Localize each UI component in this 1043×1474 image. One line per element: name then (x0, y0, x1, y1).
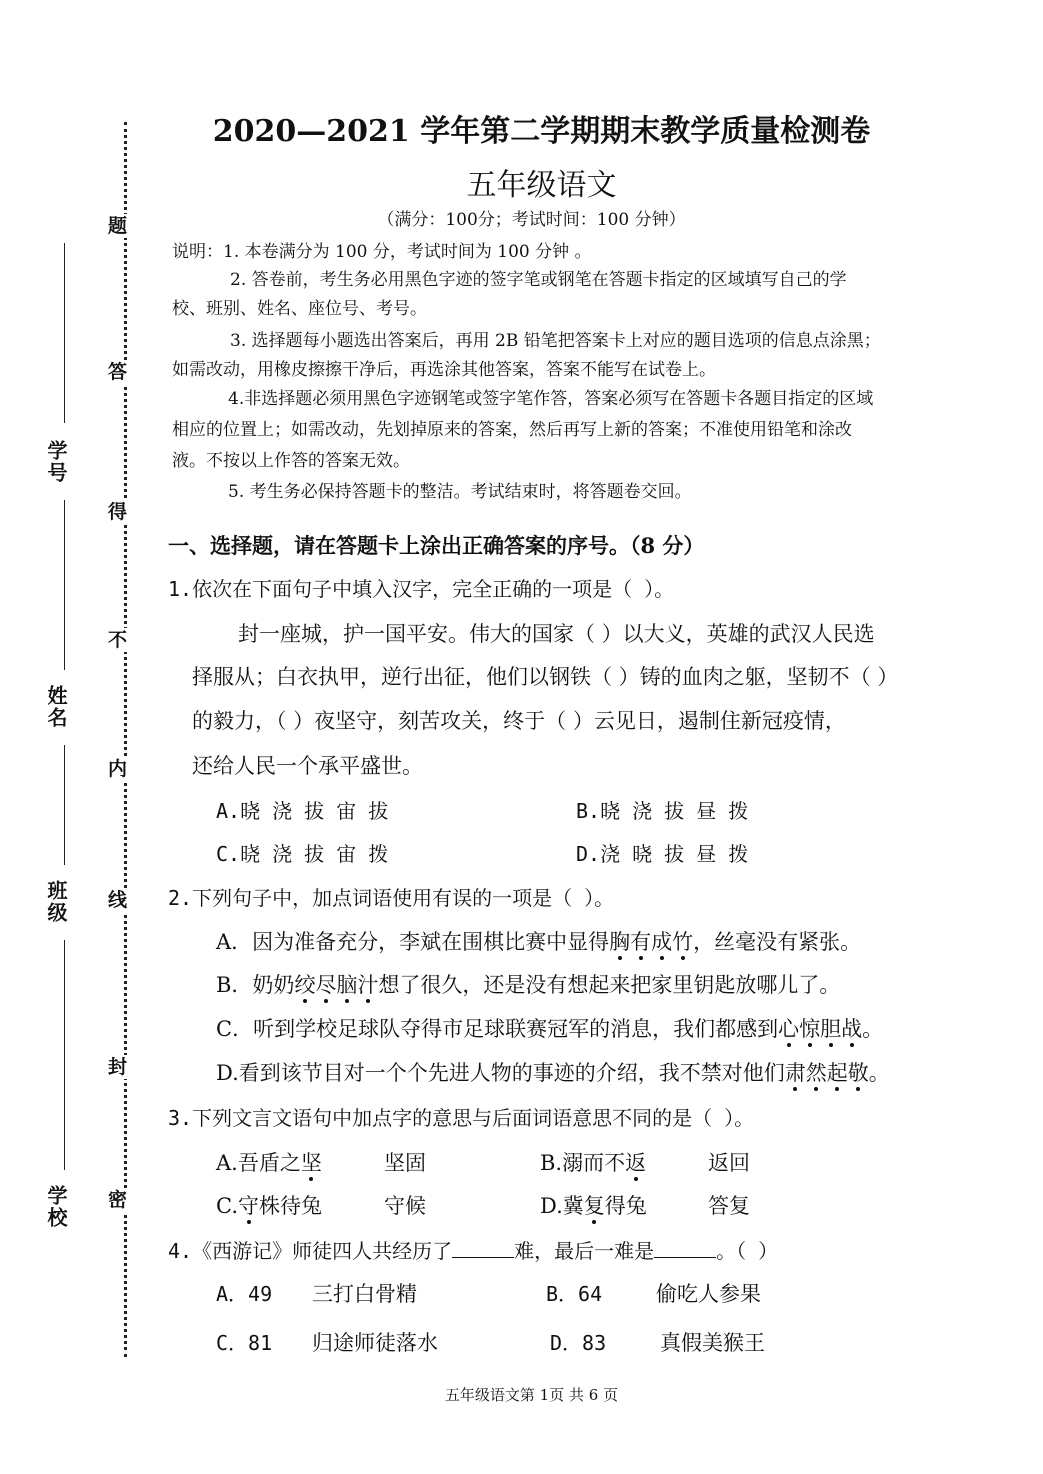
question-3-option-b-word: 返回 (708, 1151, 750, 1175)
question-1-passage-line: 的毅力，（ ）夜坚守，刻苦攻关，终于（ ）云见日，遏制住新冠疫情， (192, 709, 846, 733)
emphasis-dot-char: 绞 (294, 973, 316, 997)
seal-char-nei: 内 (108, 758, 128, 780)
question-1-stem: 1.依次在下面句子中填入汉字，完全正确的一项是（ ）。 (168, 577, 675, 601)
question-2-stem: 2.下列句子中，加点词语使用有误的一项是（ ）。 (168, 886, 615, 910)
question-4-option-c-label: C．81 (216, 1331, 273, 1355)
question-3-option-c-word: 守候 (384, 1194, 426, 1218)
question-1-passage-line: 还给人民一个承平盛世。 (192, 754, 423, 778)
dotted-char (584, 1194, 605, 1218)
seal-char-feng: 封 (108, 1056, 128, 1078)
emphasis-dot-char: 敬 (847, 1061, 869, 1085)
emphasis-dot-char: 汁 (357, 973, 379, 997)
question-2-option-d: D.看到该节目对一个个先进人物的事迹的介绍，我不禁对他们肃然起敬。 (216, 1061, 890, 1085)
instruction-line: 校、班别、姓名、座位号、考号。 (172, 299, 427, 319)
emphasis-dot-char: 战 (841, 1017, 863, 1041)
class-blank (64, 940, 65, 1170)
name-label: 姓名 (44, 685, 68, 729)
binding-dotted-line (124, 122, 127, 1357)
question-1-option-d: D.浇 晓 拔 昼 拨 (576, 842, 749, 866)
question-3-option-d-word: 答复 (708, 1194, 750, 1218)
dotted-char (625, 1151, 646, 1175)
name-blank (64, 500, 65, 670)
question-4-option-d-text: 真假美猴王 (660, 1331, 765, 1355)
dotted-phrase (778, 1017, 862, 1041)
instruction-line: 2. 答卷前，考生务必用黑色字迹的签字笔或钢笔在答题卡指定的区域填写自己的学 (230, 270, 847, 290)
instruction-line: 4.非选择题必须用黑色字迹钢笔或签字笔作答，答案必须写在答题卡各题目指定的区域 (228, 389, 874, 409)
question-1-option-a: A.晓 浇 拔 宙 拔 (216, 799, 389, 823)
seal-char-da: 答 (108, 361, 128, 383)
question-4-option-d-label: D．83 (550, 1331, 607, 1355)
instruction-line: 3. 选择题每小题选出答案后，再用 2B 铅笔把答案卡上对应的题目选项的信息点涂黑； (230, 331, 881, 351)
answer-blank (654, 1239, 716, 1258)
question-1-passage-line: 封一座城，护一国平安。伟大的国家（ ）以大义，英雄的武汉人民选 (238, 622, 875, 646)
dotted-phrase (609, 930, 693, 954)
emphasis-dot-char: 肃 (784, 1061, 806, 1085)
emphasis-dot-char: 返 (625, 1151, 647, 1175)
question-3-option-d: D.冀复得兔 (540, 1194, 647, 1218)
instruction-line: 相应的位置上；如需改动，先划掉原来的答案，然后再写上新的答案；不准使用铅笔和涂改 (172, 420, 852, 440)
emphasis-dot-char: 然 (805, 1061, 827, 1085)
question-4-stem: 4.《西游记》师徒四人共经历了 难，最后一难是 。（ ） (168, 1239, 779, 1263)
instruction-line: 液。不按以上作答的答案无效。 (172, 451, 410, 471)
answer-blank (452, 1239, 514, 1258)
student-id-label: 学号 (44, 440, 68, 484)
question-3-option-a-word: 坚固 (384, 1151, 426, 1175)
seal-char-bu: 不 (108, 629, 128, 651)
question-3-option-b: B.溺而不返 (540, 1151, 647, 1175)
name-blank-lower (64, 745, 65, 865)
emphasis-dot-char: 脑 (336, 973, 358, 997)
emphasis-dot-char: 胸 (609, 930, 631, 954)
seal-char-mi: 密 (108, 1189, 128, 1211)
question-2-option-a: A．因为准备充分，李斌在围棋比赛中显得胸有成竹，丝毫没有紧张。 (216, 930, 862, 954)
emphasis-dot-char: 成 (651, 930, 673, 954)
instruction-line: 说明：1. 本卷满分为 100 分，考试时间为 100 分钟 。 (172, 242, 592, 262)
question-3-option-c: C.守株待兔 (216, 1194, 322, 1218)
question-4-option-b-text: 偷吃人参果 (656, 1282, 761, 1306)
dotted-char (301, 1151, 322, 1175)
dotted-char (238, 1194, 259, 1218)
exam-subtitle: 五年级语文 (466, 168, 617, 203)
instruction-line: 如需改动，用橡皮擦擦干净后，再选涂其他答案，答案不能写在试卷上。 (172, 360, 716, 380)
question-3-stem: 3.下列文言文语句中加点字的意思与后面词语意思不同的是（ ）。 (168, 1106, 755, 1130)
dotted-phrase (785, 1061, 869, 1085)
seal-char-ti: 题 (108, 215, 128, 237)
question-2-option-c: C．听到学校足球队夺得市足球联赛冠军的消息，我们都感到心惊胆战。 (216, 1017, 884, 1041)
question-1-option-b: B.晓 浇 拔 昼 拨 (576, 799, 749, 823)
question-4-option-a-label: A．49 (216, 1282, 273, 1306)
emphasis-dot-char: 守 (238, 1194, 259, 1218)
emphasis-dot-char: 尽 (315, 973, 337, 997)
page-footer: 五年级语文第 1页 共 6 页 (444, 1386, 619, 1404)
emphasis-dot-char: 有 (630, 930, 652, 954)
class-label: 班级 (44, 880, 68, 924)
student-id-blank (64, 243, 65, 423)
school-label: 学校 (44, 1185, 68, 1229)
question-2-option-b: B．奶奶绞尽脑汁想了很久，还是没有想起来把家里钥匙放哪儿了。 (216, 973, 841, 997)
emphasis-dot-char: 胆 (820, 1017, 842, 1041)
emphasis-dot-char: 复 (583, 1194, 605, 1218)
question-4-option-b-label: B．64 (546, 1282, 603, 1306)
emphasis-dot-char: 惊 (799, 1017, 821, 1041)
instruction-line: 5. 考生务必保持答题卡的整洁。考试结束时，将答题卷交回。 (228, 482, 692, 502)
score-time-line: （满分：100分；考试时间：100 分钟） (377, 210, 686, 230)
emphasis-dot-char: 竹 (672, 930, 694, 954)
seal-char-de: 得 (108, 501, 128, 523)
emphasis-dot-char: 起 (826, 1061, 848, 1085)
emphasis-dot-char: 坚 (300, 1151, 322, 1175)
question-1-passage-line: 择服从；白衣执甲，逆行出征，他们以钢铁（ ）铸的血肉之躯，坚韧不（ ） (192, 665, 899, 689)
question-4-option-a-text: 三打白骨精 (312, 1282, 417, 1306)
dotted-phrase (294, 973, 378, 997)
seal-char-xian: 线 (108, 889, 128, 911)
exam-title: 2020—2021 学年第二学期期末教学质量检测卷 (212, 114, 871, 149)
question-1-option-c: C.晓 浇 拔 宙 拨 (216, 842, 389, 866)
section-heading: 一、选择题，请在答题卡上涂出正确答案的序号。（8 分） (168, 533, 705, 558)
emphasis-dot-char: 心 (778, 1017, 800, 1041)
question-3-option-a: A.吾盾之坚 (216, 1151, 322, 1175)
question-4-option-c-text: 归途师徒落水 (312, 1331, 438, 1355)
